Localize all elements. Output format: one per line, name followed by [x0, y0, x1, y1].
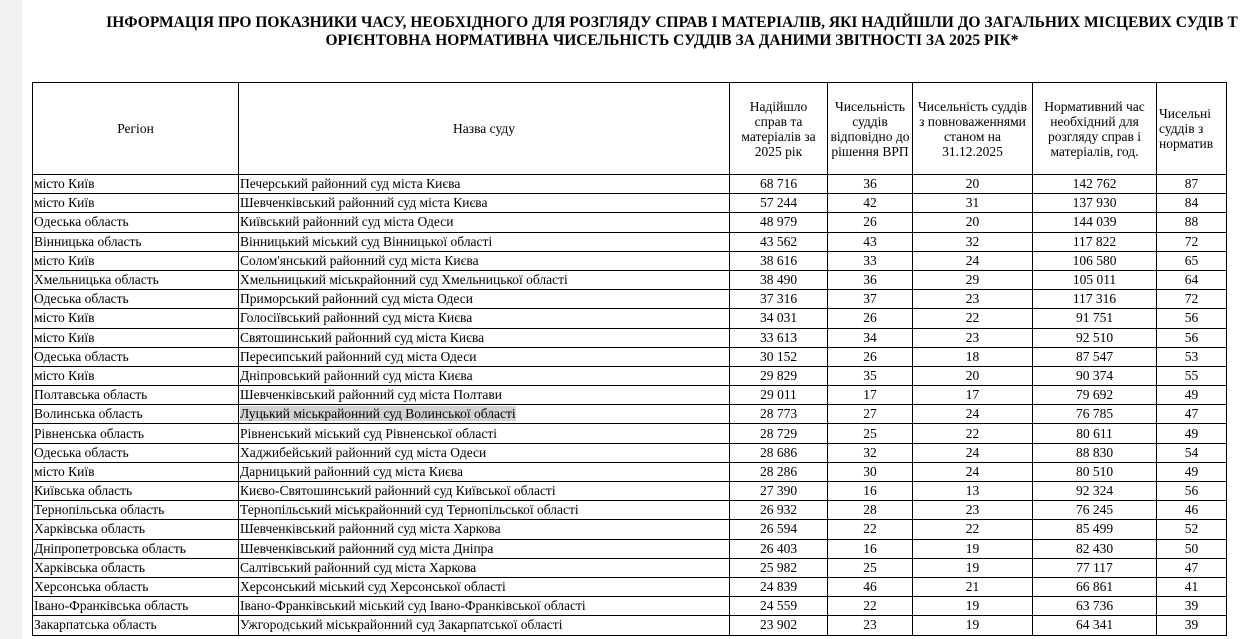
cell-cases: 23 902	[730, 616, 828, 635]
cell-court: Шевченківський районний суд міста Дніпра	[239, 539, 730, 558]
highlighted-text: Луцький міськрайонний суд Волинської області	[240, 406, 516, 422]
cell-judges-auth: 19	[913, 597, 1033, 616]
cell-norm-time: 76 245	[1033, 501, 1157, 520]
cell-judges-auth: 24	[913, 443, 1033, 462]
cell-judges-auth: 13	[913, 482, 1033, 501]
cell-court: Херсонський міський суд Херсонської області	[239, 577, 730, 596]
cell-court: Дніпровський районний суд міста Києва	[239, 366, 730, 385]
cell-judges-norm: 47	[1157, 405, 1227, 424]
cell-cases: 37 316	[730, 290, 828, 309]
cell-region: Херсонська область	[33, 577, 239, 596]
cell-cases: 57 244	[730, 194, 828, 213]
cell-region: Одеська область	[33, 347, 239, 366]
table-row	[33, 175, 1227, 194]
cell-judges-norm: 64	[1157, 270, 1227, 289]
cell-court: Тернопільський міськрайонний суд Тернопільської області	[239, 501, 730, 520]
table-row	[33, 386, 1227, 405]
cell-judges-auth: 24	[913, 251, 1033, 270]
cell-cases: 48 979	[730, 213, 828, 232]
cell-cases: 43 562	[730, 232, 828, 251]
table-header-row	[33, 83, 1227, 175]
cell-judges-norm: 55	[1157, 366, 1227, 385]
cell-judges-vrp: 42	[828, 194, 913, 213]
table-row	[33, 366, 1227, 385]
cell-region: Івано-Франківська область	[33, 597, 239, 616]
cell-court: Київський районний суд міста Одеси	[239, 213, 730, 232]
cell-judges-vrp: 32	[828, 443, 913, 462]
cell-judges-vrp: 36	[828, 175, 913, 194]
cell-judges-auth: 19	[913, 616, 1033, 635]
cell-court	[239, 405, 730, 424]
cell-region: місто Київ	[33, 462, 239, 481]
cell-norm-time: 63 736	[1033, 597, 1157, 616]
cell-judges-vrp: 36	[828, 270, 913, 289]
cell-norm-time: 82 430	[1033, 539, 1157, 558]
cell-region: Волинська область	[33, 405, 239, 424]
cell-court: Печерський районний суд міста Києва	[239, 175, 730, 194]
cell-judges-vrp: 27	[828, 405, 913, 424]
cell-judges-vrp: 17	[828, 386, 913, 405]
cell-norm-time: 79 692	[1033, 386, 1157, 405]
cell-judges-auth: 20	[913, 213, 1033, 232]
cell-cases: 30 152	[730, 347, 828, 366]
cell-norm-time: 91 751	[1033, 309, 1157, 328]
cell-judges-vrp: 22	[828, 520, 913, 539]
cell-region: Рівненська область	[33, 424, 239, 443]
cell-court: Шевченківський районний суд міста Києва	[239, 194, 730, 213]
table-row	[33, 597, 1227, 616]
title-line-2: ОРІЄНТОВНА НОРМАТИВНА ЧИСЕЛЬНІСТЬ СУДДІВ ЗА ДАНИМИ ЗВІТНОСТІ ЗА 2025 РІК*	[325, 32, 1019, 49]
cell-judges-auth: 23	[913, 328, 1033, 347]
cell-judges-auth: 19	[913, 539, 1033, 558]
cell-court: Рівненський міський суд Рівненської області	[239, 424, 730, 443]
table-row	[33, 347, 1227, 366]
cell-region: місто Київ	[33, 194, 239, 213]
table-container	[32, 82, 1241, 636]
cell-norm-time: 137 930	[1033, 194, 1157, 213]
cell-judges-norm: 88	[1157, 213, 1227, 232]
cell-region: Одеська область	[33, 290, 239, 309]
cell-court: Києво-Святошинський районний суд Київської області	[239, 482, 730, 501]
cell-norm-time: 105 011	[1033, 270, 1157, 289]
cell-norm-time: 85 499	[1033, 520, 1157, 539]
cell-judges-auth: 32	[913, 232, 1033, 251]
cell-norm-time: 144 039	[1033, 213, 1157, 232]
courts-table	[32, 82, 1227, 636]
cell-cases: 33 613	[730, 328, 828, 347]
cell-judges-vrp: 25	[828, 558, 913, 577]
cell-cases: 34 031	[730, 309, 828, 328]
cell-region: місто Київ	[33, 175, 239, 194]
cell-judges-vrp: 34	[828, 328, 913, 347]
cell-court: Хаджибейський районний суд міста Одеси	[239, 443, 730, 462]
col-header-judges-auth: Чисельність суддів з повноваженнями станом на 31.12.2025	[913, 83, 1033, 175]
cell-norm-time: 92 324	[1033, 482, 1157, 501]
cell-judges-vrp: 46	[828, 577, 913, 596]
cell-cases: 28 686	[730, 443, 828, 462]
cell-judges-auth: 24	[913, 462, 1033, 481]
cell-court: Шевченківський районний суд міста Полтави	[239, 386, 730, 405]
cell-judges-auth: 22	[913, 520, 1033, 539]
cell-region: Дніпропетровська область	[33, 539, 239, 558]
cell-judges-norm: 54	[1157, 443, 1227, 462]
cell-judges-auth: 20	[913, 366, 1033, 385]
cell-judges-vrp: 26	[828, 309, 913, 328]
cell-judges-norm: 87	[1157, 175, 1227, 194]
cell-judges-norm: 50	[1157, 539, 1227, 558]
cell-judges-auth: 19	[913, 558, 1033, 577]
cell-court: Голосіївський районний суд міста Києва	[239, 309, 730, 328]
cell-court: Вінницький міський суд Вінницької області	[239, 232, 730, 251]
cell-judges-auth: 31	[913, 194, 1033, 213]
cell-judges-auth: 21	[913, 577, 1033, 596]
cell-judges-norm: 39	[1157, 616, 1227, 635]
cell-court: Святошинський районний суд міста Києва	[239, 328, 730, 347]
cell-judges-norm: 72	[1157, 290, 1227, 309]
table-row	[33, 405, 1227, 424]
table-row	[33, 270, 1227, 289]
cell-judges-norm: 39	[1157, 597, 1227, 616]
cell-norm-time: 90 374	[1033, 366, 1157, 385]
col-header-court: Назва суду	[239, 83, 730, 175]
cell-judges-auth: 22	[913, 309, 1033, 328]
cell-region: Полтавська область	[33, 386, 239, 405]
cell-court: Солом'янський районний суд міста Києва	[239, 251, 730, 270]
cell-cases: 26 594	[730, 520, 828, 539]
cell-norm-time: 77 117	[1033, 558, 1157, 577]
cell-judges-norm: 49	[1157, 386, 1227, 405]
cell-cases: 38 616	[730, 251, 828, 270]
cell-judges-norm: 52	[1157, 520, 1227, 539]
cell-judges-norm: 53	[1157, 347, 1227, 366]
cell-judges-vrp: 33	[828, 251, 913, 270]
cell-judges-norm: 49	[1157, 462, 1227, 481]
cell-norm-time: 76 785	[1033, 405, 1157, 424]
cell-judges-norm: 65	[1157, 251, 1227, 270]
cell-cases: 29 011	[730, 386, 828, 405]
cell-judges-auth: 20	[913, 175, 1033, 194]
cell-judges-vrp: 26	[828, 213, 913, 232]
cell-judges-norm: 84	[1157, 194, 1227, 213]
cell-judges-vrp: 37	[828, 290, 913, 309]
cell-region: Хмельницька область	[33, 270, 239, 289]
table-row	[33, 539, 1227, 558]
cell-cases: 28 286	[730, 462, 828, 481]
cell-norm-time: 80 510	[1033, 462, 1157, 481]
table-row	[33, 290, 1227, 309]
cell-region: Київська область	[33, 482, 239, 501]
cell-judges-vrp: 16	[828, 539, 913, 558]
cell-region: Закарпатська область	[33, 616, 239, 635]
cell-judges-vrp: 25	[828, 424, 913, 443]
table-row	[33, 443, 1227, 462]
cell-cases: 28 729	[730, 424, 828, 443]
cell-judges-norm: 49	[1157, 424, 1227, 443]
cell-norm-time: 80 611	[1033, 424, 1157, 443]
cell-judges-norm: 41	[1157, 577, 1227, 596]
cell-judges-auth: 17	[913, 386, 1033, 405]
col-header-cases: Надійшло справ та матеріалів за 2025 рік	[730, 83, 828, 175]
cell-norm-time: 142 762	[1033, 175, 1157, 194]
cell-region: місто Київ	[33, 366, 239, 385]
cell-judges-vrp: 35	[828, 366, 913, 385]
cell-judges-vrp: 23	[828, 616, 913, 635]
cell-cases: 68 716	[730, 175, 828, 194]
cell-judges-auth: 22	[913, 424, 1033, 443]
cell-cases: 24 839	[730, 577, 828, 596]
table-row	[33, 194, 1227, 213]
col-header-judges-vrp: Чисельність суддів відповідно до рішення ВРП	[828, 83, 913, 175]
cell-cases: 26 403	[730, 539, 828, 558]
cell-region: місто Київ	[33, 251, 239, 270]
cell-judges-vrp: 28	[828, 501, 913, 520]
cell-judges-norm: 56	[1157, 482, 1227, 501]
col-header-norm-time: Нормативний час необхідний для розгляду справ і матеріалів, год.	[1033, 83, 1157, 175]
cell-cases: 38 490	[730, 270, 828, 289]
cell-judges-vrp: 22	[828, 597, 913, 616]
table-body	[33, 175, 1227, 636]
cell-norm-time: 66 861	[1033, 577, 1157, 596]
table-row	[33, 232, 1227, 251]
cell-court: Пересипський районний суд міста Одеси	[239, 347, 730, 366]
table-row	[33, 328, 1227, 347]
cell-court: Івано-Франківський міський суд Івано-Франківської області	[239, 597, 730, 616]
cell-judges-norm: 56	[1157, 309, 1227, 328]
table-row	[33, 309, 1227, 328]
table-row	[33, 558, 1227, 577]
cell-judges-norm: 47	[1157, 558, 1227, 577]
cell-judges-auth: 18	[913, 347, 1033, 366]
cell-norm-time: 117 822	[1033, 232, 1157, 251]
cell-judges-auth: 23	[913, 501, 1033, 520]
cell-judges-auth: 23	[913, 290, 1033, 309]
cell-region: Вінницька область	[33, 232, 239, 251]
cell-region: Тернопільська область	[33, 501, 239, 520]
cell-judges-vrp: 43	[828, 232, 913, 251]
cell-region: місто Київ	[33, 309, 239, 328]
cell-norm-time: 88 830	[1033, 443, 1157, 462]
cell-region: Одеська область	[33, 213, 239, 232]
table-row	[33, 520, 1227, 539]
title-line-1: ІНФОРМАЦІЯ ПРО ПОКАЗНИКИ ЧАСУ, НЕОБХІДНОГО ДЛЯ РОЗГЛЯДУ СПРАВ І МАТЕРІАЛІВ, ЯКІ НАДІЙШЛИ ДО ЗАГАЛЬНИХ МІСЦЕВИХ СУДІВ Т	[106, 14, 1238, 31]
cell-court: Салтівський районний суд міста Харкова	[239, 558, 730, 577]
cell-judges-norm: 72	[1157, 232, 1227, 251]
cell-judges-auth: 24	[913, 405, 1033, 424]
cell-judges-norm: 56	[1157, 328, 1227, 347]
table-row	[33, 616, 1227, 635]
cell-region: місто Київ	[33, 328, 239, 347]
cell-court: Хмельницький міськрайонний суд Хмельницької області	[239, 270, 730, 289]
cell-cases: 27 390	[730, 482, 828, 501]
cell-norm-time: 87 547	[1033, 347, 1157, 366]
table-row	[33, 213, 1227, 232]
cell-judges-vrp: 26	[828, 347, 913, 366]
cell-cases: 29 829	[730, 366, 828, 385]
page-title	[22, 14, 1241, 50]
cell-cases: 26 932	[730, 501, 828, 520]
cell-judges-vrp: 16	[828, 482, 913, 501]
cell-norm-time: 92 510	[1033, 328, 1157, 347]
col-header-judges-norm: Чисельні суддів з норматив	[1157, 83, 1227, 175]
table-row	[33, 501, 1227, 520]
cell-cases: 24 559	[730, 597, 828, 616]
cell-court: Ужгородський міськрайонний суд Закарпатської області	[239, 616, 730, 635]
cell-court: Дарницький районний суд міста Києва	[239, 462, 730, 481]
cell-region: Харківська область	[33, 558, 239, 577]
cell-region: Одеська область	[33, 443, 239, 462]
cell-cases: 28 773	[730, 405, 828, 424]
table-row	[33, 577, 1227, 596]
cell-judges-norm: 46	[1157, 501, 1227, 520]
table-row	[33, 482, 1227, 501]
cell-region: Харківська область	[33, 520, 239, 539]
table-row	[33, 424, 1227, 443]
cell-court: Шевченківський районний суд міста Харкова	[239, 520, 730, 539]
cell-cases: 25 982	[730, 558, 828, 577]
cell-norm-time: 106 580	[1033, 251, 1157, 270]
table-row	[33, 462, 1227, 481]
cell-judges-auth: 29	[913, 270, 1033, 289]
cell-norm-time: 117 316	[1033, 290, 1157, 309]
cell-judges-vrp: 30	[828, 462, 913, 481]
cell-court: Приморський районний суд міста Одеси	[239, 290, 730, 309]
cell-norm-time: 64 341	[1033, 616, 1157, 635]
col-header-region: Регіон	[33, 83, 239, 175]
table-row	[33, 251, 1227, 270]
document-page	[22, 0, 1241, 639]
